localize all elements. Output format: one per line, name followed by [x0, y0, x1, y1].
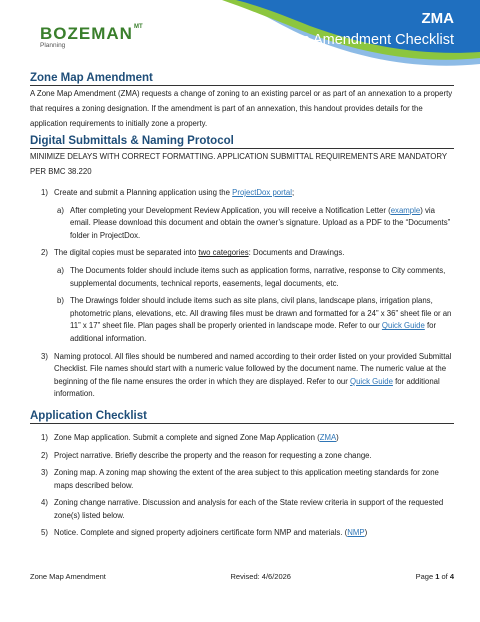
list-number: 3): [41, 468, 48, 478]
list-text: ): [364, 528, 368, 538]
projectdox-portal-link[interactable]: ProjectDox portal: [232, 188, 292, 197]
sub-list-letter: b): [57, 296, 64, 306]
sub-list-item: [54, 265, 454, 290]
application-checklist-list: [30, 432, 454, 540]
footer-page-number: [416, 572, 454, 581]
page-of-label: of: [439, 572, 450, 581]
list-number: 5): [41, 528, 48, 538]
zma-form-link[interactable]: ZMA: [319, 432, 337, 442]
list-text: Project narrative. Briefly describe the property and the reason for requesting a zone change.: [54, 450, 372, 460]
list-item: [30, 187, 454, 242]
total-pages: 4: [449, 572, 454, 581]
page-header: [0, 0, 480, 70]
list-text: ;: [291, 188, 295, 197]
zma-section: [30, 72, 454, 131]
list-number: 2): [41, 450, 48, 460]
page-label: Page: [415, 572, 436, 581]
list-text: The Documents folder should include items such as application forms, narrative, response to City comments, supplemental documents, technical reports, easements, legal documents, etc.: [70, 265, 446, 288]
list-item: [30, 527, 454, 540]
digital-submittals-list: [30, 187, 454, 401]
current-page: 1: [435, 572, 440, 581]
list-text: Zoning map. A zoning map showing the extent of the area subject to this application meeting standards for zone maps described below.: [54, 468, 439, 490]
application-checklist-heading: Application Checklist: [30, 410, 454, 424]
document-code: ZMA: [421, 10, 454, 27]
footer-revised-date: Revised: 4/6/2026: [230, 572, 291, 581]
document-body: [30, 72, 454, 545]
digital-submittals-section: [30, 135, 454, 401]
list-number: 2): [41, 248, 48, 258]
list-text: Notice. Complete and signed property adjoiners certificate form NMP and materials. (: [54, 528, 348, 538]
list-text: Zoning change narrative. Discussion and analysis for each of the State review criteria in support of the requested zone(s) listed below.: [54, 498, 444, 520]
list-text: The Drawings folder should include items such as site plans, civil plans, landscape plans, irrigation plans, photometric plans, elevations, etc. All drawing files must be drawn and formatted for a 24” x 36” sheet file or an 11” x 17” sheet file. Plan pages shall be properly oriented in landscape mode. Refer to our: [70, 296, 452, 331]
list-number: 1): [41, 432, 48, 442]
bozeman-planning-logo: [40, 24, 143, 49]
example-link[interactable]: example: [390, 205, 421, 215]
list-text: for additional information.: [54, 376, 440, 399]
list-text: for additional information.: [70, 321, 437, 343]
list-text: ): [336, 432, 339, 442]
list-text: The digital copies must be separated into: [54, 248, 199, 258]
list-text: ) via email. Please download this document and obtain the owner’s signature. Upload as a PDF to the “Documents” folder in ProjectDox.: [70, 205, 451, 240]
list-text: Create and submit a Planning application using the: [54, 188, 233, 197]
logo-wordmark: BOZEMAN: [40, 24, 133, 43]
list-text: After completing your Development Review Application, you will receive a Notification Letter (: [70, 205, 391, 215]
list-item: [30, 467, 454, 492]
list-item: [30, 432, 454, 445]
list-item: [30, 247, 454, 345]
sub-list-item: [54, 295, 454, 345]
list-text: Naming protocol. All files should be numbered and named according to their order listed on your provided Submittal Checklist. File names should start with a numeric value followed by the document name. The numeric value at the beginning of the file name ensures the order in which they are displayed. Refer to our: [54, 351, 452, 386]
application-checklist-section: [30, 410, 454, 540]
underlined-text: two categories: [198, 248, 249, 258]
footer-doc-name: Zone Map Amendment: [30, 572, 106, 581]
sub-list-letter: a): [57, 265, 64, 275]
sub-list-item: [54, 205, 454, 243]
zma-description: A Zone Map Amendment (ZMA) requests a change of zoning to an existing parcel or as part of an annexation to a property that requires a zoning designation. If the amendment is part of an annexation, this handout provides details for the application requirements to initially zone a property.: [30, 89, 453, 128]
quick-guide-link[interactable]: Quick Guide: [381, 321, 425, 331]
quick-guide-link[interactable]: Quick Guide: [350, 376, 393, 386]
list-text: Zone Map application. Submit a complete and signed Zone Map Application (: [54, 432, 320, 442]
list-item: [30, 497, 454, 522]
nmp-form-link[interactable]: NMP: [347, 528, 365, 538]
list-number: 3): [41, 351, 48, 361]
digital-submittals-heading: Digital Submittals & Naming Protocol: [30, 135, 454, 149]
digital-submittals-intro: MINIMIZE DELAYS WITH CORRECT FORMATTING. APPLICATION SUBMITTAL REQUIREMENTS ARE MANDATORY PER BMC 38.220: [30, 152, 447, 176]
list-item: [30, 351, 454, 401]
sub-list: [54, 265, 454, 346]
sub-list-letter: a): [57, 205, 64, 215]
page-footer: [30, 572, 454, 581]
zma-heading: Zone Map Amendment: [30, 72, 454, 86]
list-text: : Documents and Drawings.: [248, 248, 345, 258]
list-number: 1): [41, 188, 48, 197]
sub-list: [54, 205, 454, 243]
logo-subtitle: Planning: [40, 42, 66, 49]
list-number: 4): [41, 498, 48, 508]
document-title: Zone Map Amendment Checklist: [244, 32, 454, 48]
list-item: [30, 450, 454, 463]
logo-superscript: MT: [133, 24, 143, 30]
